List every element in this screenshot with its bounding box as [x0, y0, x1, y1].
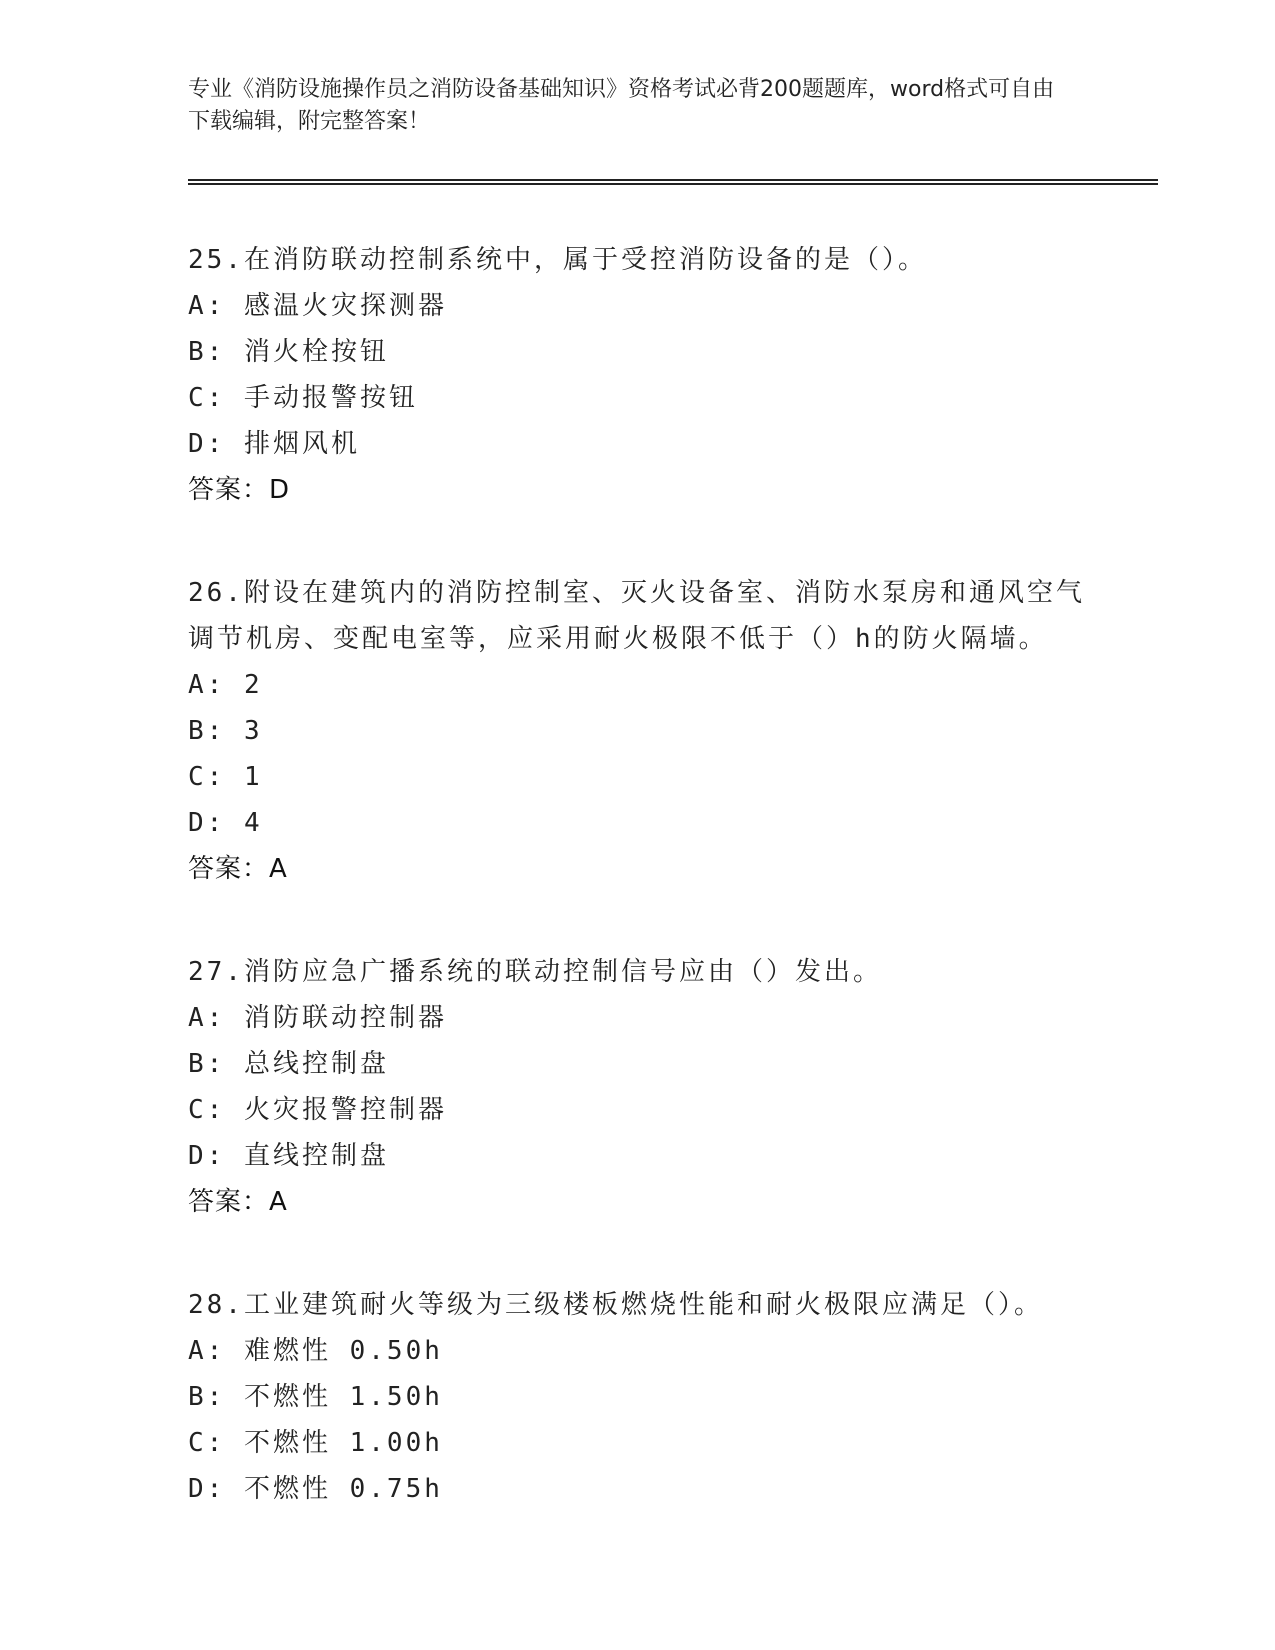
option-d: D: 不燃性 0.75h — [188, 1474, 443, 1504]
answer-line: 答案：D — [188, 475, 291, 505]
answer-line: 答案：A — [188, 854, 288, 884]
question-stem: 28.工业建筑耐火等级为三级楼板燃烧性能和耐火极限应满足（）。 — [188, 1290, 1043, 1320]
option-d: D: 排烟风机 — [188, 429, 360, 459]
question-list — [188, 237, 1088, 1569]
option-a: A: 感温火灾探测器 — [188, 291, 447, 321]
option-d: D: 直线控制盘 — [188, 1141, 389, 1171]
question-25 — [188, 237, 1088, 513]
option-b: B: 3 — [188, 716, 263, 746]
option-c: C: 手动报警按钮 — [188, 383, 418, 413]
document-header: 专业《消防设施操作员之消防设备基础知识》资格考试必背200题题库，word格式可自由下载编辑，附完整答案！ — [188, 77, 1055, 134]
option-a: A: 消防联动控制器 — [188, 1003, 447, 1033]
option-c: C: 火灾报警控制器 — [188, 1095, 447, 1125]
question-26 — [188, 570, 1088, 892]
question-28 — [188, 1282, 1088, 1512]
answer-line: 答案：A — [188, 1187, 288, 1217]
question-stem: 27.消防应急广播系统的联动控制信号应由（）发出。 — [188, 957, 882, 987]
question-stem: 25.在消防联动控制系统中，属于受控消防设备的是（）。 — [188, 245, 927, 275]
option-c: C: 不燃性 1.00h — [188, 1428, 443, 1458]
header-divider — [188, 179, 1158, 185]
option-a: A: 2 — [188, 670, 263, 700]
option-b: B: 不燃性 1.50h — [188, 1382, 443, 1412]
question-stem: 26.附设在建筑内的消防控制室、灭火设备室、消防水泵房和通风空气调节机房、变配电室等，应采用耐火极限不低于（）h的防火隔墙。 — [188, 578, 1085, 654]
option-b: B: 消火栓按钮 — [188, 337, 389, 367]
option-d: D: 4 — [188, 808, 263, 838]
question-27 — [188, 949, 1088, 1225]
option-b: B: 总线控制盘 — [188, 1049, 389, 1079]
option-c: C: 1 — [188, 762, 263, 792]
option-a: A: 难燃性 0.50h — [188, 1336, 443, 1366]
